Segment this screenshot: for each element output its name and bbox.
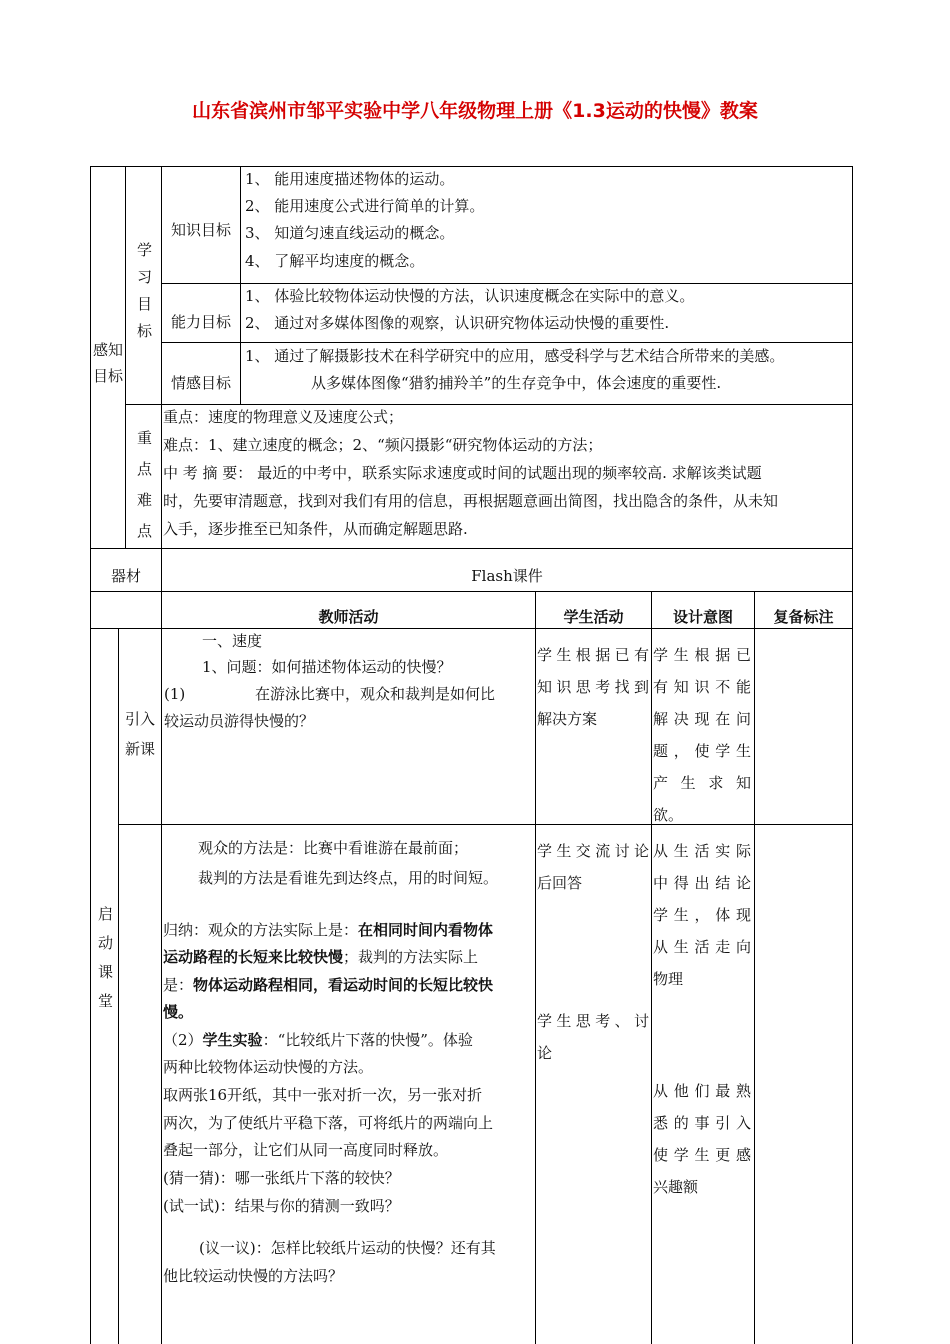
experiment-line: 叠起一部分，让它们从同一高度同时释放。 (163, 1141, 449, 1159)
row-divider (118, 824, 852, 825)
summary-text: 是： (163, 976, 194, 994)
col-divider (125, 166, 126, 548)
summary-text: ；裁判的方法实际上 (343, 948, 479, 966)
summary-text: 归纳：观众的方法实际上是： (163, 921, 359, 939)
intro-teacher-line: 较运动员游得快慢的？ (164, 712, 315, 730)
intro-teacher-line: 1、问题：如何描述物体运动的快慢？ (202, 658, 452, 676)
intro-student-line: 学生根据已有 (537, 646, 649, 664)
row-divider (90, 548, 852, 549)
section-label-line2: 目标 (92, 367, 123, 385)
emotion-goal-label: 情感目标 (170, 374, 231, 392)
col-divider (161, 404, 162, 548)
experiment-line: (试一试)：结果与你的猜测一致吗？ (163, 1197, 400, 1215)
ability-item: 1、 体验比较物体运动快慢的方法，认识速度概念在实际中的意义。 (245, 287, 695, 305)
knowledge-item: 4、 了解平均速度的概念。 (245, 252, 425, 270)
main-design-line: 物理 (653, 970, 684, 988)
knowledge-goal-label: 知识目标 (170, 221, 231, 239)
intro-teacher-line: (1) (164, 685, 186, 703)
main-design-line: 悉的事引入 (653, 1114, 751, 1132)
intro-design-line: 题，使学生 (653, 742, 751, 760)
main-design-line: 使学生更感 (653, 1146, 751, 1164)
experiment-number: （2） (163, 1031, 203, 1049)
ability-goal-label: 能力目标 (170, 313, 231, 331)
main-student-line: 后回答 (537, 874, 583, 892)
main-student-line: 论 (537, 1044, 553, 1062)
key-point-line: 时，先要审清题意，找到对我们有用的信息，再根据题意画出简图，找出隐含的条件，从未知 (163, 492, 779, 510)
main-student-line: 学生思考、讨 (537, 1012, 649, 1030)
header-teacher-activity: 教师活动 (318, 608, 379, 626)
ability-item: 2、 通过对多媒体图像的观察，认识研究物体运动快慢的重要性. (245, 314, 670, 332)
experiment-line: 两次，为了使纸片平稳下落，可将纸片的两端向上 (163, 1114, 494, 1132)
col-divider (754, 591, 755, 1344)
experiment-text: ：“比较纸片下落的快慢”。体验 (262, 1031, 473, 1049)
intro-teacher-line: 在游泳比赛中，观众和裁判是如何比 (255, 685, 496, 703)
main-design-line: 从生活走向 (653, 938, 751, 956)
knowledge-item: 3、 知道匀速直线运动的概念。 (245, 224, 455, 242)
emotion-item: 1、 通过了解摄影技术在科学研究中的应用，感受科学与艺术结合所带来的美感。 (245, 347, 785, 365)
row-divider (90, 591, 852, 592)
main-design-line: 中得出结论 (653, 874, 751, 892)
col-divider (651, 591, 652, 1344)
intro-student-line: 解决方案 (537, 710, 598, 728)
summary-emphasis: 物体运动路程相同，看运动时间的长短比较快 (193, 976, 494, 994)
col-divider (161, 628, 162, 1344)
intro-design-line: 产 生 求 知 (653, 774, 751, 792)
experiment-line (163, 1027, 473, 1053)
col-divider (161, 166, 162, 404)
key-point-line: 中 考 摘 要： 最近的中考中，联系实际求速度或时间的试题出现的频率较高. 求解该类试题 (163, 464, 762, 482)
main-design-line: 学生，体现 (653, 906, 751, 924)
intro-student-line: 知识思考找到 (537, 678, 649, 696)
summary-emphasis: 运动路程的长短来比较快慢 (163, 948, 344, 966)
learn-goal-label: 学习目标 (136, 241, 152, 340)
header-design-intent: 设计意图 (672, 608, 733, 626)
intro-design-line: 解决现在问 (653, 710, 751, 728)
table-border-top (90, 166, 852, 167)
main-student-line: 学生交流讨论 (537, 842, 649, 860)
key-point-line: 重点：速度的物理意义及速度公式； (163, 408, 404, 426)
summary-line: 慢。 (163, 1003, 194, 1021)
header-student-activity: 学生活动 (563, 608, 624, 626)
main-teacher-line: 裁判的方法是看谁先到达终点，用的时间短。 (198, 869, 499, 887)
summary-line (163, 917, 493, 943)
main-design-line: 从生活实际 (653, 842, 751, 860)
equipment-value: Flash课件 (471, 567, 543, 585)
summary-line (163, 944, 478, 970)
knowledge-item: 1、 能用速度描述物体的运动。 (245, 170, 455, 188)
intro-teacher-line: 一、速度 (202, 632, 263, 650)
intro-design-line: 学生根据已 (653, 646, 751, 664)
intro-label-line1: 引入 (124, 710, 155, 728)
experiment-line: (猜一猜)：哪一张纸片下落的较快？ (163, 1169, 400, 1187)
key-point-line: 难点：1、建立速度的概念；2、“频闪摄影“研究物体运动的方法； (163, 436, 603, 454)
experiment-title: 学生实验 (202, 1031, 263, 1049)
experiment-line: (议一议)：怎样比较纸片运动的快慢？还有其 (199, 1239, 496, 1257)
equipment-label: 器材 (110, 567, 141, 585)
intro-label-line2: 新课 (124, 740, 155, 758)
summary-emphasis: 在相同时间内看物体 (358, 921, 494, 939)
main-design-line: 从他们最熟 (653, 1082, 751, 1100)
emotion-item: 从多媒体图像“猎豹捕羚羊”的生存竞争中，体会速度的重要性. (311, 374, 722, 392)
section-label-line1: 感知 (92, 341, 123, 359)
summary-line (163, 972, 493, 998)
document-title: 山东省滨州市邹平实验中学八年级物理上册《1.3运动的快慢》教案 (192, 100, 758, 122)
intro-design-line: 欲。 (653, 806, 684, 824)
experiment-line: 两种比较物体运动快慢的方法。 (163, 1058, 374, 1076)
key-point-line: 入手，逐步推至已知条件，从而确定解题思路. (163, 520, 468, 538)
table-border-left (90, 166, 91, 628)
stage-label: 启动课堂 (97, 905, 113, 1010)
table-border-right (852, 166, 853, 1344)
main-teacher-line: 观众的方法是：比赛中看谁游在最前面； (198, 839, 469, 857)
experiment-line: 取两张16开纸，其中一张对折一次，另一张对折 (163, 1086, 483, 1104)
experiment-line: 他比较运动快慢的方法吗？ (163, 1267, 344, 1285)
col-divider (535, 591, 536, 1344)
main-design-line: 兴趣额 (653, 1178, 699, 1196)
intro-design-line: 有知识不能 (653, 678, 751, 696)
key-points-label: 重点难点 (136, 429, 152, 540)
col-divider (240, 166, 241, 404)
knowledge-item: 2、 能用速度公式进行简单的计算。 (245, 197, 485, 215)
table-border-left (90, 628, 91, 1344)
header-remark: 复备标注 (773, 608, 834, 626)
